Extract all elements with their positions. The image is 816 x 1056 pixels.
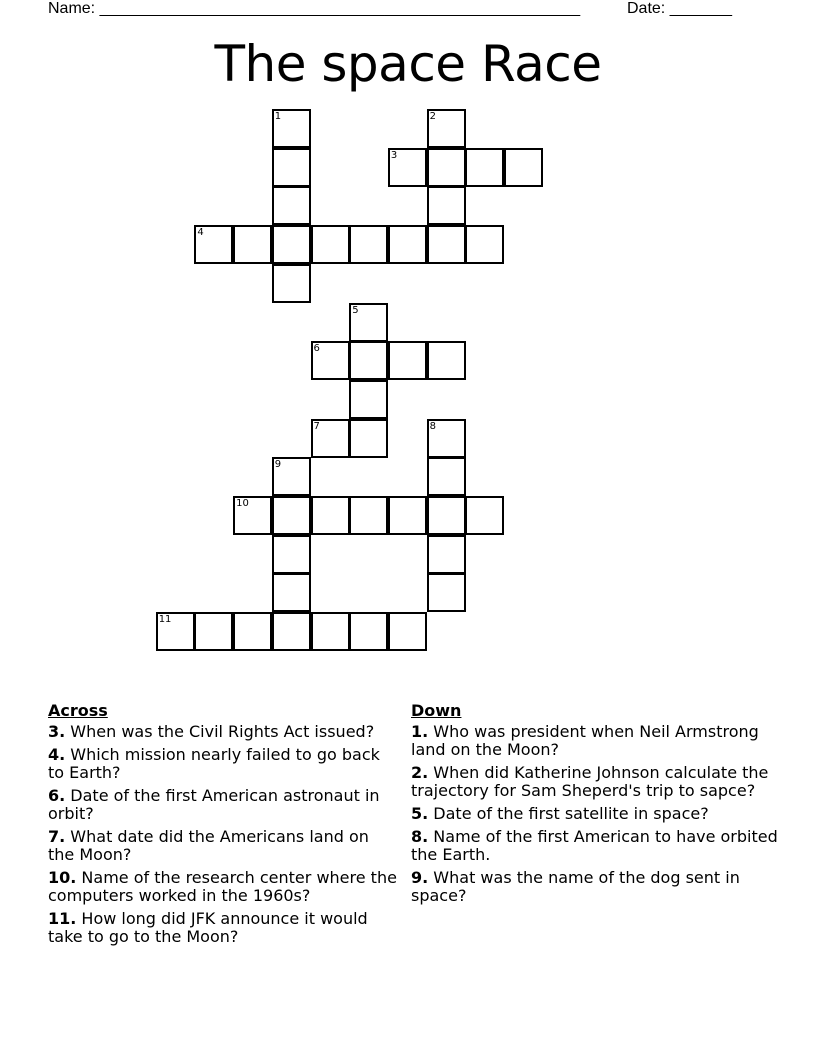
clue-item bbox=[48, 723, 398, 741]
cell-number: 3 bbox=[390, 149, 398, 161]
grid-cell[interactable] bbox=[504, 148, 543, 187]
across-clues bbox=[48, 702, 398, 951]
clue-item bbox=[411, 764, 781, 800]
grid-cell[interactable] bbox=[427, 186, 466, 225]
down-clues bbox=[411, 702, 781, 910]
grid-cell[interactable] bbox=[349, 496, 388, 535]
grid-cell[interactable] bbox=[388, 496, 427, 535]
clue-text: How long did JFK announce it would take to go to the Moon? bbox=[48, 909, 368, 946]
clue-number: 1. bbox=[411, 722, 429, 741]
clue-item bbox=[48, 746, 398, 782]
grid-cell[interactable] bbox=[388, 148, 427, 187]
grid-cell[interactable] bbox=[311, 341, 350, 380]
clue-number: 10. bbox=[48, 868, 77, 887]
clue-text: When was the Civil Rights Act issued? bbox=[65, 722, 375, 741]
cell-number: 9 bbox=[274, 459, 282, 471]
across-clue-list bbox=[48, 723, 398, 946]
page-title: The space Race bbox=[214, 35, 602, 93]
grid-cell[interactable] bbox=[349, 612, 388, 651]
clue-text: Name of the first American to have orbited the Earth. bbox=[411, 827, 778, 864]
clue-item bbox=[411, 805, 781, 823]
grid-cell[interactable] bbox=[465, 496, 504, 535]
clue-item bbox=[48, 787, 398, 823]
grid-cell[interactable] bbox=[272, 225, 311, 264]
clue-item bbox=[48, 869, 398, 905]
grid-cell[interactable] bbox=[349, 341, 388, 380]
grid-cell[interactable] bbox=[194, 225, 233, 264]
date-line: Date: _______ bbox=[627, 0, 732, 17]
grid-cell[interactable] bbox=[233, 496, 272, 535]
grid-cell[interactable] bbox=[311, 419, 350, 458]
grid-cell[interactable] bbox=[272, 457, 311, 496]
grid-cell[interactable] bbox=[156, 612, 195, 651]
clue-number: 7. bbox=[48, 827, 66, 846]
clue-item bbox=[411, 869, 781, 905]
cell-number: 8 bbox=[429, 420, 436, 432]
clue-item bbox=[411, 828, 781, 864]
grid-cell[interactable] bbox=[272, 109, 311, 148]
down-heading: Down bbox=[411, 701, 462, 720]
grid-cell[interactable] bbox=[272, 496, 311, 535]
clue-text: What date did the Americans land on the Moon? bbox=[48, 827, 369, 864]
clue-item bbox=[411, 723, 781, 759]
grid-cell[interactable] bbox=[233, 225, 272, 264]
grid-cell[interactable] bbox=[427, 341, 466, 380]
clue-text: Date of the first American astronaut in orbit? bbox=[48, 786, 380, 823]
cell-number: 1 bbox=[274, 111, 282, 122]
grid-cell[interactable] bbox=[349, 419, 388, 458]
grid-cell[interactable] bbox=[427, 148, 466, 187]
grid-cell[interactable] bbox=[272, 535, 311, 574]
grid-cell[interactable] bbox=[427, 225, 466, 264]
clue-number: 2. bbox=[411, 763, 429, 782]
down-clue-list bbox=[411, 723, 781, 905]
cell-number: 11 bbox=[158, 614, 172, 626]
grid-cell[interactable] bbox=[388, 225, 427, 264]
grid-cell[interactable] bbox=[465, 225, 504, 264]
clue-text: Name of the research center where the computers worked in the 1960s? bbox=[48, 868, 397, 905]
clue-number: 5. bbox=[411, 804, 429, 823]
across-heading: Across bbox=[48, 701, 108, 720]
cell-number: 6 bbox=[313, 343, 320, 355]
cell-number: 10 bbox=[236, 498, 249, 509]
clue-text: Date of the first satellite in space? bbox=[428, 804, 709, 823]
clue-number: 9. bbox=[411, 868, 429, 887]
grid-cell[interactable] bbox=[272, 264, 311, 303]
clue-text: What was the name of the dog sent in space? bbox=[411, 868, 740, 905]
clue-number: 4. bbox=[48, 745, 66, 764]
grid-cell[interactable] bbox=[194, 612, 233, 651]
cell-number: 2 bbox=[429, 111, 436, 122]
grid-cell[interactable] bbox=[311, 225, 350, 264]
clue-number: 6. bbox=[48, 786, 66, 805]
grid-cell[interactable] bbox=[427, 457, 466, 496]
grid-cell[interactable] bbox=[388, 341, 427, 380]
clue-text: Which mission nearly failed to go back to Earth? bbox=[48, 745, 380, 782]
grid-cell[interactable] bbox=[272, 186, 311, 225]
clue-number: 3. bbox=[48, 722, 66, 741]
grid-cell[interactable] bbox=[233, 612, 272, 651]
grid-cell[interactable] bbox=[465, 148, 504, 187]
grid-cell[interactable] bbox=[349, 303, 388, 342]
cell-number: 4 bbox=[197, 227, 204, 239]
clue-text: Who was president when Neil Armstrong land on the Moon? bbox=[411, 722, 759, 759]
grid-cell[interactable] bbox=[427, 496, 466, 535]
cell-number: 5 bbox=[352, 304, 359, 316]
grid-cell[interactable] bbox=[349, 225, 388, 264]
clue-item bbox=[48, 910, 398, 946]
name-line: Name: ______________________________________________________ bbox=[48, 0, 581, 17]
clue-text: When did Katherine Johnson calculate the trajectory for Sam Sheperd's trip to sapce? bbox=[411, 763, 769, 800]
grid-cell[interactable] bbox=[427, 109, 466, 148]
grid-cell[interactable] bbox=[272, 612, 311, 651]
grid-cell[interactable] bbox=[311, 496, 350, 535]
grid-cell[interactable] bbox=[388, 612, 427, 651]
clue-number: 8. bbox=[411, 827, 429, 846]
clue-item bbox=[48, 828, 398, 864]
grid-cell[interactable] bbox=[427, 419, 466, 458]
clue-number: 11. bbox=[48, 909, 77, 928]
grid-cell[interactable] bbox=[272, 148, 311, 187]
grid-cell[interactable] bbox=[272, 573, 311, 612]
grid-cell[interactable] bbox=[349, 380, 388, 419]
grid-cell[interactable] bbox=[427, 573, 466, 612]
grid-cell[interactable] bbox=[427, 535, 466, 574]
cell-number: 7 bbox=[313, 420, 320, 432]
grid-cell[interactable] bbox=[311, 612, 350, 651]
